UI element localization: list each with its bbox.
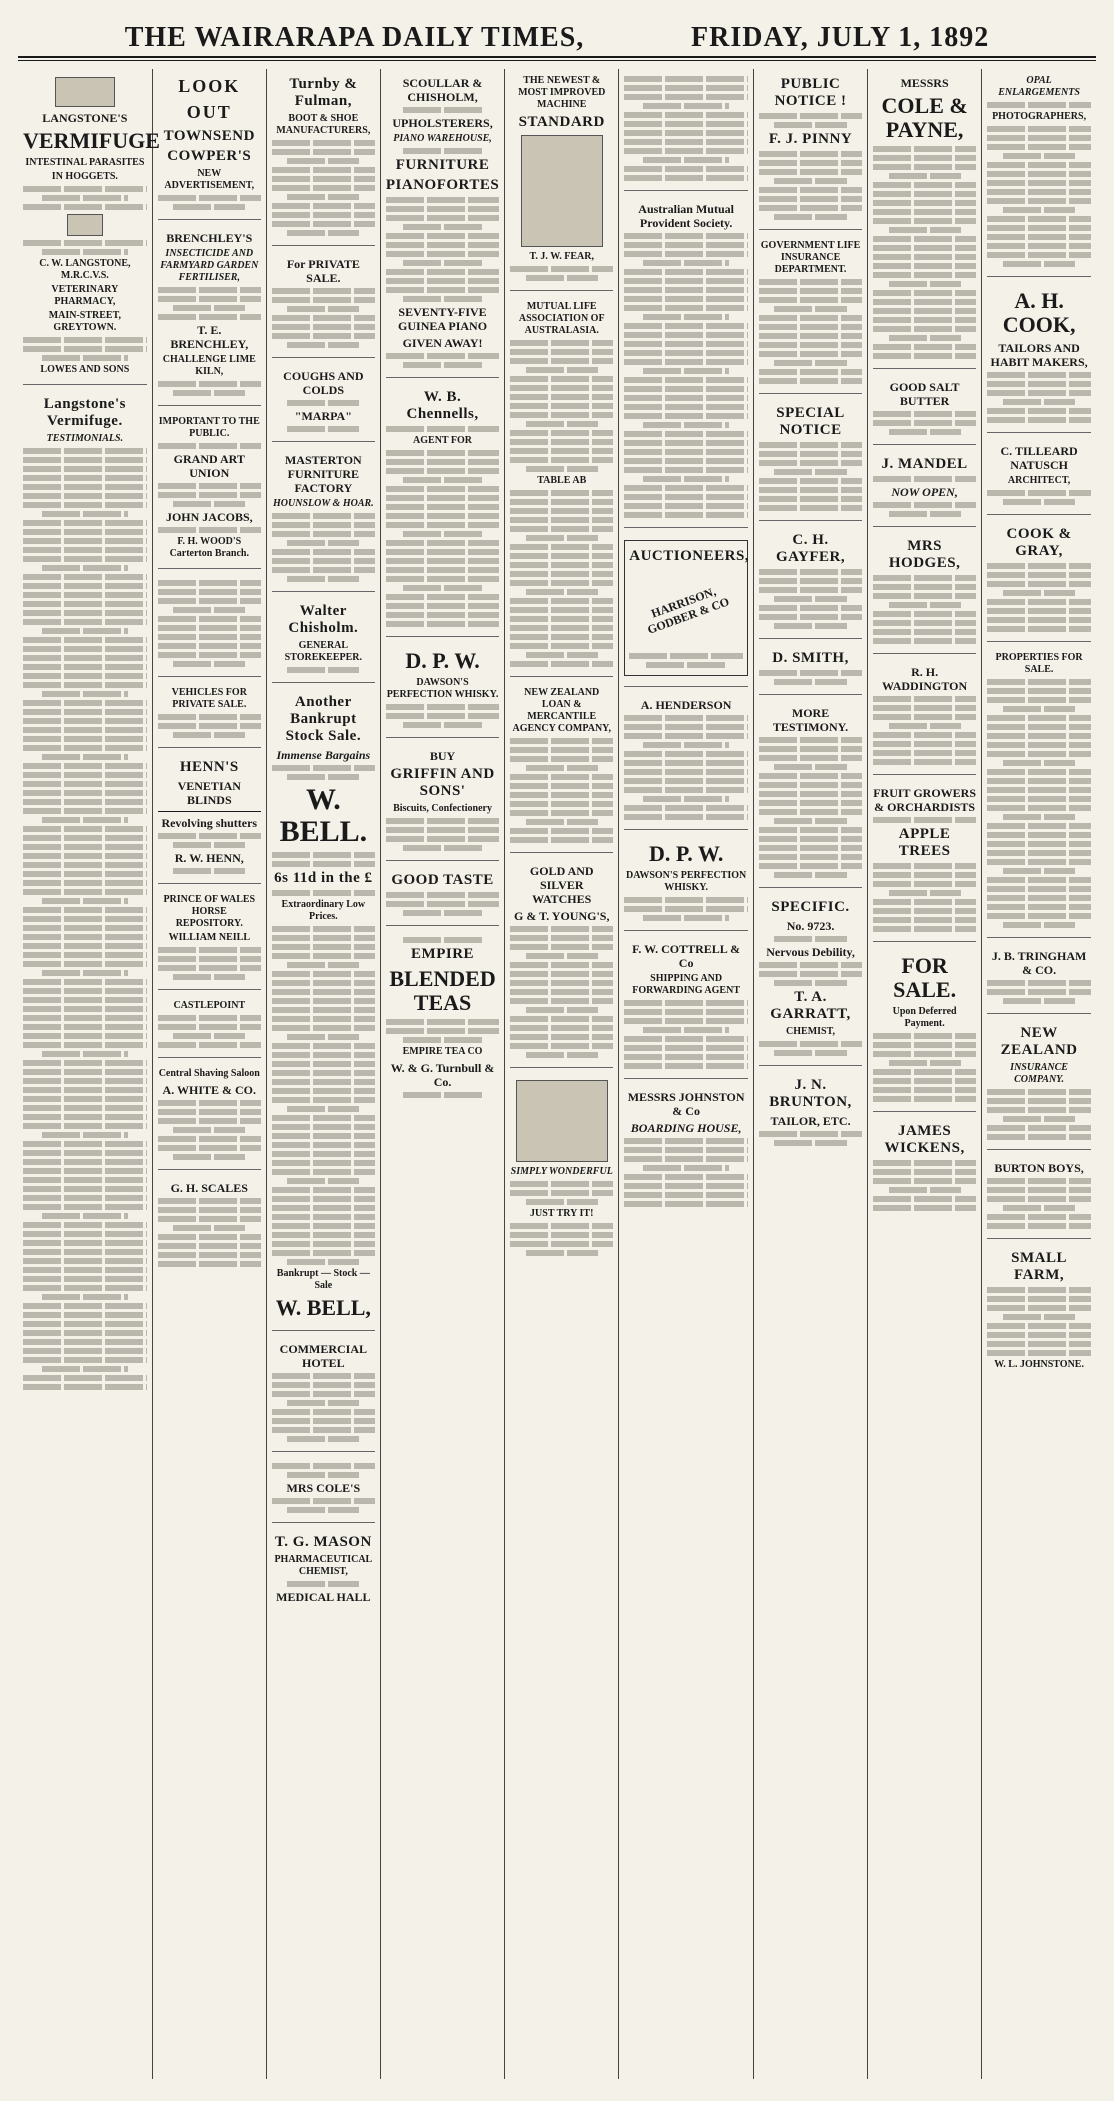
ad-empire-teas (386, 930, 499, 1107)
ad-subtitle-2: Revolving shutters (161, 816, 258, 830)
ad-heading: D. P. W. (648, 841, 724, 866)
column-4 (381, 69, 505, 2079)
ad-heading: AUCTIONEERS, (629, 548, 750, 564)
ad-furniture-factory (272, 446, 375, 592)
column-2 (153, 69, 267, 2079)
art-union-place: F. H. WOOD'S Carterton Branch. (169, 536, 249, 559)
ad-more-testimony (759, 699, 862, 888)
ad-turnby-fulman (272, 69, 375, 246)
standard-title: STANDARD (518, 114, 605, 130)
ad-heading: Another Bankrupt Stock Sale. (285, 694, 362, 744)
ad-body-top (624, 69, 748, 191)
ad-heading: R. H. WADDINGTON (882, 665, 968, 693)
empire-teas: BLENDED TEAS (389, 966, 496, 1015)
brenchley-kiln: CHALLENGE LIME KILN, (162, 354, 256, 377)
ad-loan-mercantile (510, 681, 613, 853)
art-union-title: GRAND ART UNION (173, 452, 245, 480)
ad-specific (759, 892, 862, 1066)
ad-heading: Australian Mutual Provident Society. (638, 202, 734, 230)
ad-brunton (759, 1070, 862, 1155)
ad-heading: IMPORTANT TO THE PUBLIC. (158, 416, 260, 439)
ad-heading: JAMES WICKENS, (884, 1123, 965, 1156)
vet-name: C. W. LANGSTONE, M.R.C.V.S. (39, 258, 131, 281)
sewing-machine-illustration (521, 135, 603, 247)
ad-burton-boys (987, 1154, 1091, 1239)
ad-subtitle: ARCHITECT, (1007, 475, 1071, 486)
ad-tringham (987, 942, 1091, 1014)
ad-heading: Turnby & Fulman, (289, 76, 358, 109)
ad-heading: FOR SALE. (893, 953, 957, 1002)
ad-subtitle: TAILOR, ETC. (770, 1114, 851, 1128)
ad-heading: LANGSTONE'S (42, 111, 128, 125)
pinny-name: F. J. PINNY (768, 131, 853, 147)
ad-subtitle: PHOTOGRAPHERS, (992, 111, 1087, 122)
ad-heading: BRENCHLEY'S (166, 231, 253, 245)
bell-name: W. BELL. (279, 783, 368, 848)
ad-watches (510, 857, 613, 1068)
ad-heading: MRS COLE'S (286, 1481, 361, 1495)
ad-heading: MUTUAL LIFE ASSOCIATION OF AUSTRALASIA. (518, 301, 605, 336)
ad-simply-wonderful (510, 1072, 613, 1265)
ad-bankrupt-stock (272, 687, 375, 1331)
vet-pharmacy: VETERINARY PHARMACY, (51, 284, 119, 307)
ad-heading: W. B. Chennells, (406, 389, 479, 422)
ad-heading: SPECIFIC. (771, 899, 850, 915)
ad-subtitle: UPHOLSTERERS, (392, 116, 493, 130)
agents-name: LOWES AND SONS (40, 364, 130, 375)
ad-heading: C. TILLEARD NATUSCH (1000, 444, 1078, 472)
columns (18, 69, 1096, 2079)
ad-heading: G. H. SCALES (170, 1181, 248, 1195)
nervous-debility: Nervous Debility, (766, 945, 855, 959)
ad-walter-chisholm (272, 596, 375, 683)
ad-heading: HENN'S (179, 759, 239, 775)
ad-johnston-boarding (624, 1083, 748, 1216)
ad-heading: MESSRS JOHNSTON & Co (627, 1090, 745, 1118)
ad-subtitle: JUST TRY IT! (530, 1208, 594, 1219)
ad-cook-gray (987, 519, 1091, 642)
ad-heading: GOOD TASTE (391, 872, 494, 888)
ad-subtitle: INSECTICIDE AND FARMYARD GARDEN FERTILISER, (160, 248, 259, 283)
ad-subtitle: COWPER'S (167, 148, 252, 164)
ad-heading: SPECIAL NOTICE (776, 405, 845, 438)
bankrupt-heading: Bankrupt — Stock — Sale (276, 1268, 370, 1291)
masthead (18, 22, 1096, 58)
ad-griffin-sons (386, 742, 499, 861)
ad-henderson (624, 691, 748, 830)
ad-good-taste (386, 865, 499, 926)
ad-subtitle: DAWSON'S PERFECTION WHISKY. (625, 870, 747, 893)
ad-subtitle: TESTIMONIALS. (46, 433, 124, 444)
ad-subtitle: INSURANCE COMPANY. (1010, 1062, 1068, 1085)
ad-heading: VEHICLES FOR PRIVATE SALE. (171, 687, 247, 710)
ad-heading: SMALL FARM, (1011, 1250, 1067, 1283)
ad-mrs-cole (272, 1456, 375, 1523)
ad-small-farm (987, 1243, 1091, 1379)
ad-gayfer (759, 525, 862, 639)
ad-title: VERMIFUGE (23, 128, 160, 153)
ad-opal-enlargements (987, 69, 1091, 277)
column-9 (982, 69, 1096, 2079)
ad-heading: SCOULLAR & CHISHOLM, (402, 76, 483, 104)
ad-waddington (873, 658, 976, 775)
ad-heading: OPAL ENLARGEMENTS (998, 75, 1080, 98)
turnbull-name: W. & G. Turnbull & Co. (390, 1061, 495, 1089)
ad-heading: Central Shaving Saloon (158, 1068, 260, 1079)
ad-heading: GOVERNMENT LIFE INSURANCE DEPARTMENT. (760, 240, 861, 275)
ad-subtitle-2: Extraordinary Low Prices. (281, 899, 366, 922)
ad-govt-life (759, 234, 862, 394)
ad-heading: MASTERTON FURNITURE FACTORY (284, 453, 362, 495)
ad-amp-society (624, 195, 748, 528)
ad-subtitle: SHIPPING AND FORWARDING AGENT (632, 973, 740, 996)
ad-heading: J. MANDEL (881, 456, 968, 472)
apple-trees: APPLE TREES (898, 826, 951, 859)
furniture-heading: FURNITURE (395, 157, 490, 173)
ad-subtitle: Biscuits, Confectionery (393, 803, 492, 814)
specific-number: No. 9723. (786, 919, 835, 933)
ad-chennells (386, 382, 499, 637)
ad-subtitle: "MARPA" (294, 409, 352, 423)
ad-heading: Langstone's Vermifuge. (43, 396, 126, 429)
ad-scales (158, 1174, 261, 1276)
piano-subtitle: GIVEN AWAY! (402, 336, 483, 350)
ad-heading: NEW ZEALAND LOAN & MERCANTILE AGENCY COMPANY, (512, 687, 611, 734)
ad-henn-blinds (158, 752, 261, 884)
ad-shaving-saloon (158, 1062, 261, 1170)
ad-heading: J. N. BRUNTON, (769, 1077, 852, 1110)
ad-body-text (158, 573, 261, 677)
ad-heading: COUGHS AND COLDS (283, 369, 364, 397)
young-name: G & T. YOUNG'S, (514, 909, 610, 923)
ad-heading: PRINCE OF WALES HORSE REPOSITORY. (163, 894, 256, 929)
brenchley-name: T. E. BRENCHLEY, (170, 323, 249, 351)
newspaper-title: THE WAIRARAPA DAILY TIMES, (124, 22, 585, 53)
ad-mason-chemist (272, 1527, 375, 1613)
ad-fruit-growers (873, 779, 976, 942)
repository-name: WILLIAM NEILL (168, 932, 250, 943)
ad-testimonials (23, 389, 147, 1399)
ad-heading: T. G. MASON (274, 1534, 372, 1550)
ad-subtitle: DAWSON'S PERFECTION WHISKY. (386, 677, 499, 700)
johnstone-name: W. L. JOHNSTONE. (994, 1359, 1084, 1370)
ad-mrs-hodges (873, 531, 976, 654)
ad-heading: MORE TESTIMONY. (772, 706, 849, 734)
ad-subtitle-2: PIANO WAREHOUSE, (393, 133, 492, 144)
ad-vermifuge (23, 69, 160, 385)
ad-heading: CASTLEPOINT (173, 1000, 246, 1011)
ad-heading: F. W. COTTRELL & Co (632, 942, 741, 970)
ad-horse-repository (158, 888, 261, 990)
ad-heading: GOOD SALT BUTTER (889, 380, 960, 408)
column-8 (868, 69, 982, 2079)
ad-subtitle: BOARDING HOUSE, (630, 1121, 742, 1135)
ad-dpw-whisky-2 (624, 834, 748, 931)
ad-salt-butter (873, 373, 976, 445)
man-illustration (516, 1080, 608, 1162)
ad-natusch (987, 437, 1091, 515)
ad-public-notice (759, 69, 862, 230)
ad-subtitle: BOOT & SHOE MANUFACTURERS, (276, 113, 371, 136)
ad-standard-machine (510, 69, 613, 291)
ad-heading: PUBLIC NOTICE ! (774, 76, 847, 109)
ad-wickens (873, 1116, 976, 1220)
ad-subtitle: PHARMACEUTICAL CHEMIST, (274, 1554, 373, 1577)
empire-tea-co: EMPIRE TEA CO (402, 1046, 483, 1057)
ad-heading: A. HENDERSON (640, 698, 732, 712)
cole-payne-name: COLE & PAYNE, (881, 93, 968, 142)
vet-address: MAIN-STREET, GREYTOWN. (48, 310, 122, 333)
ad-heading: MESSRS (900, 76, 949, 90)
column-5 (505, 69, 619, 2079)
ad-heading: BUY (429, 749, 456, 763)
masthead-rule (18, 60, 1096, 61)
ad-heading: BURTON BOYS, (994, 1161, 1084, 1175)
ad-heading: C. H. GAYFER, (775, 532, 846, 565)
ad-art-union (158, 410, 261, 569)
ad-subtitle: Immense Bargains (276, 748, 371, 762)
pianofortes-heading: PIANOFORTES (385, 177, 500, 193)
column-1 (18, 69, 160, 2079)
ad-subtitle-2: IN HOGGETS. (51, 171, 118, 182)
ad-heading: TOWNSEND (163, 128, 255, 144)
ad-coughs-colds (272, 362, 375, 442)
ad-heading: D. SMITH, (772, 650, 849, 666)
henn-name: R. W. HENN, (174, 851, 244, 865)
ad-subtitle: HOUNSLOW & HOAR. (273, 498, 374, 509)
ad-cook-tailors (987, 281, 1091, 433)
ad-properties (987, 646, 1091, 938)
ad-townsend-cowper (158, 69, 261, 220)
ad-subtitle: HARRISON, GODBER & CO (645, 584, 732, 637)
ad-heading: PROPERTIES FOR SALE. (995, 652, 1083, 675)
ad-mutual-life (510, 295, 613, 677)
look-out-heading: LOOK OUT (178, 76, 241, 122)
bell-name-2: W. BELL, (275, 1295, 371, 1320)
bell-price: 6s 11d in the £ (274, 870, 373, 886)
ad-scoullar-chisholm (386, 69, 499, 378)
column-3 (267, 69, 381, 2079)
ad-subtitle: AGENT FOR (413, 435, 473, 446)
column-7 (754, 69, 868, 2079)
ad-cole-payne (873, 69, 976, 369)
ad-heading: SIMPLY WONDERFUL (510, 1166, 613, 1177)
ad-nz-insurance (987, 1018, 1091, 1150)
saloon-name: A. WHITE & CO. (162, 1083, 257, 1097)
issue-date: FRIDAY, JULY 1, 1892 (691, 22, 990, 53)
ad-mandel (873, 449, 976, 527)
ad-heading: FRUIT GROWERS & ORCHARDISTS (873, 786, 976, 814)
ad-heading: THE NEWEST & MOST IMPROVED MACHINE (518, 75, 606, 110)
ad-private-sale (272, 250, 375, 358)
art-union-name: JOHN JACOBS, (165, 510, 253, 524)
ad-subtitle: INTESTINAL PARASITES (25, 157, 145, 168)
ad-vehicles (158, 681, 261, 748)
garratt-name: T. A. GARRATT, (770, 989, 851, 1022)
ad-subtitle-2: MEDICAL HALL (276, 1590, 371, 1604)
ad-heading: COOK & GRAY, (1006, 526, 1072, 559)
ad-heading: Walter Chisholm. (288, 603, 359, 636)
ad-subtitle: Upon Deferred Payment. (892, 1006, 957, 1029)
column-6 (619, 69, 754, 2079)
ad-cottrell (624, 935, 748, 1079)
ad-brenchley (158, 224, 261, 406)
sheep-illustration (67, 214, 103, 236)
ad-subtitle: GENERAL STOREKEEPER. (284, 640, 363, 663)
ad-heading: For PRIVATE SALE. (286, 257, 360, 285)
piano-heading: SEVENTY-FIVE GUINEA PIANO (398, 305, 488, 333)
ad-subtitle: VENETIAN BLINDS (177, 779, 241, 807)
ad-dpw-whisky (386, 641, 499, 738)
table-ab: TABLE AB (537, 475, 587, 486)
griffin-name: GRIFFIN AND SONS' (390, 766, 495, 799)
ad-subtitle: TAILORS AND HABIT MAKERS, (990, 341, 1088, 369)
ad-heading: NEW ZEALAND (1000, 1025, 1078, 1058)
ad-special-notice (759, 398, 862, 521)
ad-castlepoint (158, 994, 261, 1058)
now-open: NOW OPEN, (891, 485, 958, 499)
ad-heading: COMMERCIAL HOTEL (279, 1342, 367, 1370)
ad-heading: MRS HODGES, (888, 538, 961, 571)
ad-heading: J. B. TRINGHAM & CO. (991, 949, 1087, 977)
fear-name: T. J. W. FEAR, (529, 251, 595, 262)
ad-heading: A. H. COOK, (1002, 288, 1076, 337)
ad-auctioneers (624, 532, 748, 687)
ad-heading: GOLD AND SILVER WATCHES (529, 864, 594, 906)
ad-for-sale (873, 946, 976, 1112)
ad-body: NEW ADVERTISEMENT, (164, 168, 255, 191)
ad-heading: EMPIRE (411, 946, 475, 962)
garratt-title: CHEMIST, (786, 1026, 836, 1037)
ad-smith (759, 643, 862, 695)
ad-commercial-hotel (272, 1335, 375, 1452)
ad-heading: D. P. W. (405, 648, 480, 673)
saddle-illustration (55, 77, 115, 107)
